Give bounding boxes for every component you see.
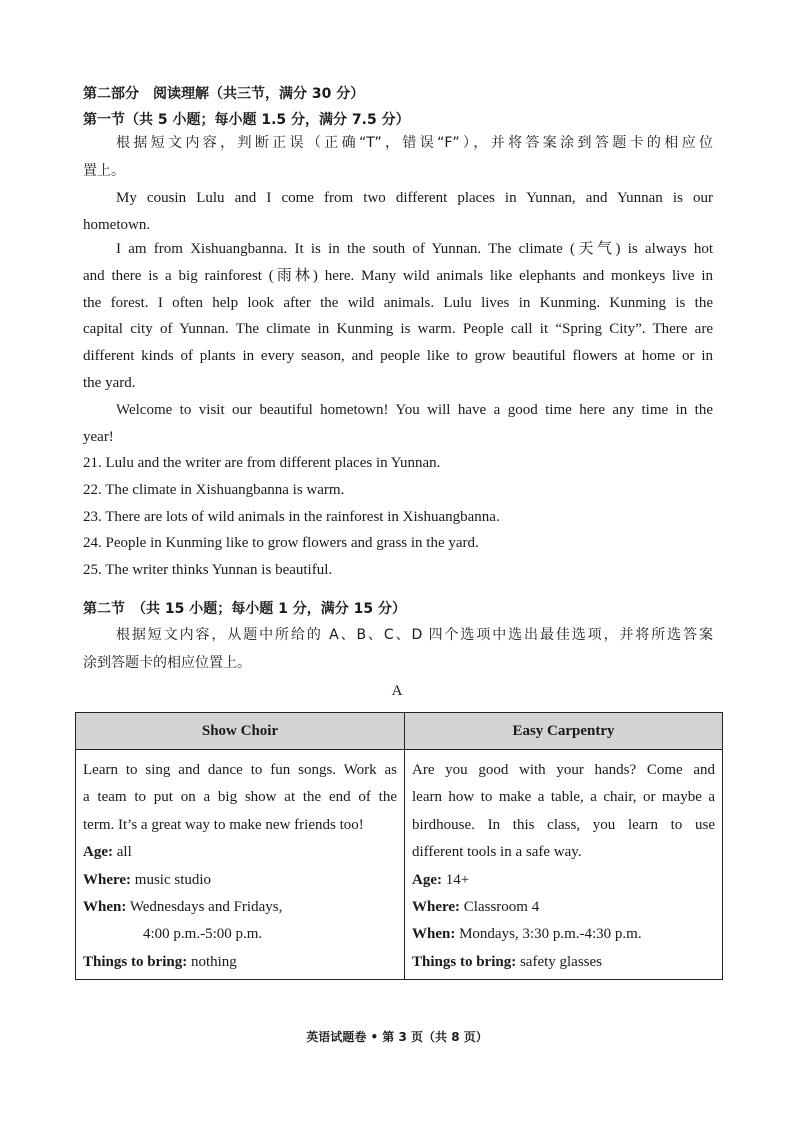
page-footer: 英语试题卷 • 第 3 页（共 8 页） bbox=[306, 1030, 488, 1044]
when-value: Wednesdays and Fridays, bbox=[126, 899, 283, 916]
show-choir-when-time: 4:00 p.m.-5:00 p.m. bbox=[143, 926, 263, 943]
easy-carpentry-cell bbox=[405, 750, 723, 980]
passage-label: A bbox=[391, 683, 403, 699]
age-label: Age: bbox=[412, 871, 442, 888]
show-choir-cell bbox=[76, 750, 405, 980]
where-label: Where: bbox=[83, 871, 132, 888]
passage-line: the forest. I often help look after the wild animals. Lulu lives in Kunming. Kunming is the bbox=[83, 295, 713, 311]
section1-instructions-line2: 置上。 bbox=[83, 163, 125, 179]
carpentry-desc-line: Are you good with your hands? Come and bbox=[412, 762, 715, 778]
passage-line: hometown. bbox=[83, 217, 151, 233]
bring-label: Things to bring: bbox=[83, 953, 188, 970]
passage-line: and there is a big rainforest (雨林) here. Many wild animals like elephants and monkeys live in bbox=[83, 268, 713, 284]
when-label: When: bbox=[412, 926, 456, 943]
passage-line: year! bbox=[83, 429, 114, 445]
bring-value: safety glasses bbox=[516, 953, 603, 970]
header-show-choir: Show Choir bbox=[76, 713, 405, 750]
passage-line: My cousin Lulu and I come from two different places in Yunnan, and Yunnan is our bbox=[116, 190, 713, 206]
passage-line: I am from Xishuangbanna. It is in the south of Yunnan. The climate (天气) is always hot bbox=[116, 241, 713, 257]
bring-value: nothing bbox=[187, 953, 237, 970]
carpentry-when bbox=[412, 921, 715, 948]
carpentry-where bbox=[412, 894, 715, 921]
where-value: Classroom 4 bbox=[460, 899, 540, 916]
when-label: When: bbox=[83, 899, 127, 916]
header-easy-carpentry: Easy Carpentry bbox=[405, 713, 723, 750]
show-choir-bring bbox=[83, 949, 397, 976]
show-choir-where bbox=[83, 867, 397, 894]
passage-line: capital city of Yunnan. The climate in Kunming is warm. People call it “Spring City”. There are bbox=[83, 321, 713, 337]
show-choir-desc-line: term. It’s a great way to make new friends too! bbox=[83, 816, 364, 833]
table-header-row bbox=[76, 713, 723, 750]
age-value: all bbox=[113, 844, 132, 861]
question-25: 25. The writer thinks Yunnan is beautiful. bbox=[83, 562, 333, 578]
show-choir-age bbox=[83, 839, 397, 866]
carpentry-age bbox=[412, 867, 715, 894]
question-24: 24. People in Kunming like to grow flowers and grass in the yard. bbox=[83, 535, 479, 551]
question-23: 23. There are lots of wild animals in the rainforest in Xishuangbanna. bbox=[83, 509, 500, 525]
activities-table bbox=[75, 712, 723, 980]
carpentry-desc-line: different tools in a safe way. bbox=[412, 844, 582, 861]
section2-instructions-line2: 涂到答题卡的相应位置上。 bbox=[83, 655, 251, 671]
age-value: 14+ bbox=[442, 871, 470, 888]
table-row bbox=[76, 750, 723, 980]
part-title: 第二部分 阅读理解（共三节，满分 30 分） bbox=[83, 86, 365, 102]
show-choir-desc-line: a team to put on a big show at the end of the bbox=[83, 789, 397, 806]
when-value: Mondays, 3:30 p.m.-4:30 p.m. bbox=[455, 926, 642, 943]
bring-label: Things to bring: bbox=[412, 953, 517, 970]
passage-line: Welcome to visit our beautiful hometown! You will have a good time here any time in the bbox=[116, 402, 713, 418]
passage-line: the yard. bbox=[83, 375, 136, 391]
where-value: music studio bbox=[131, 871, 212, 888]
show-choir-desc-line: Learn to sing and dance to fun songs. Work as bbox=[83, 762, 397, 778]
age-label: Age: bbox=[83, 844, 113, 861]
show-choir-when bbox=[83, 894, 397, 921]
section2-instructions-line1: 根据短文内容，从题中所给的 A、B、C、D 四个选项中选出最佳选项，并将所选答案 bbox=[116, 627, 713, 643]
where-label: Where: bbox=[412, 899, 461, 916]
question-22: 22. The climate in Xishuangbanna is warm. bbox=[83, 482, 345, 498]
section1-instructions-line1: 根据短文内容，判断正误（正确“T”，错误“F”），并将答案涂到答题卡的相应位 bbox=[116, 135, 713, 151]
passage-line: different kinds of plants in every season, and people like to grow beautiful flowers at home or in bbox=[83, 348, 713, 364]
carpentry-desc-line: learn how to make a table, a chair, or maybe a bbox=[412, 789, 715, 806]
carpentry-desc-line: birdhouse. In this class, you learn to use bbox=[412, 816, 715, 833]
question-21: 21. Lulu and the writer are from different places in Yunnan. bbox=[83, 455, 441, 471]
section2-title: 第二节 （共 15 小题；每小题 1 分，满分 15 分） bbox=[83, 601, 406, 617]
carpentry-bring bbox=[412, 949, 715, 976]
section1-title: 第一节（共 5 小题；每小题 1.5 分，满分 7.5 分） bbox=[83, 112, 410, 128]
